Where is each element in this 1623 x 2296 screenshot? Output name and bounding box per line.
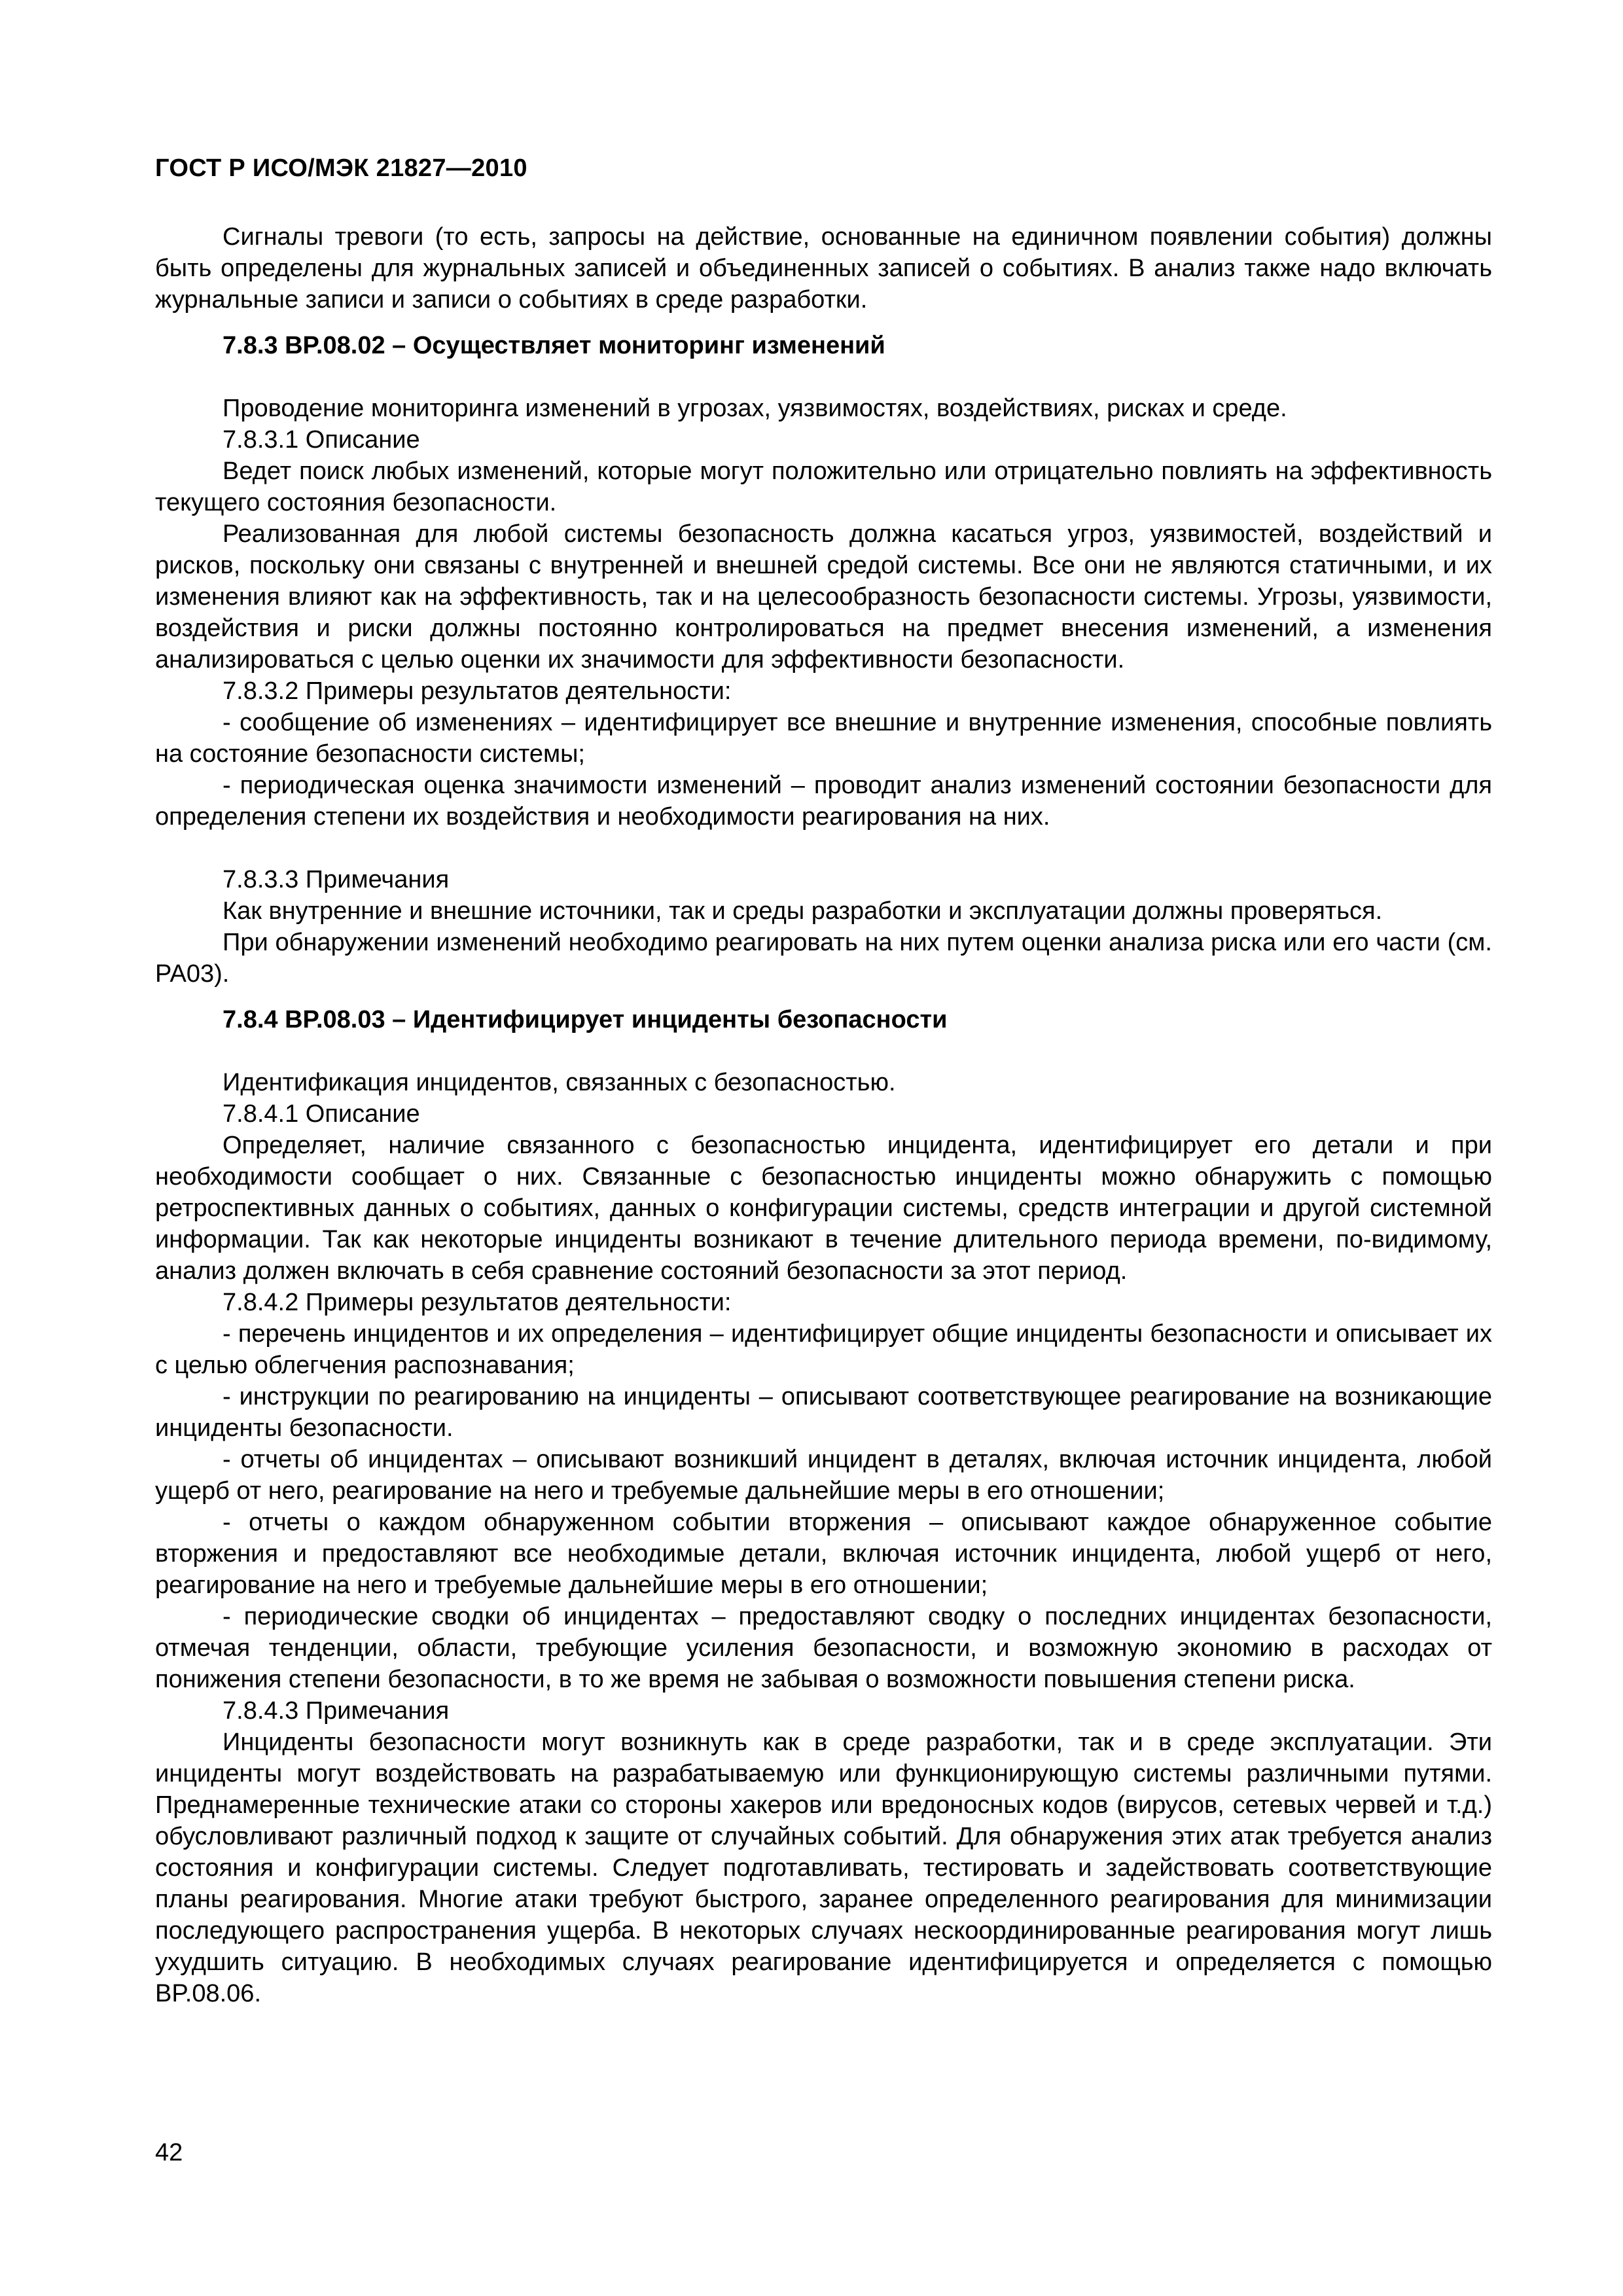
note-paragraph: Как внутренние и внешние источники, так и среды разработки и эксплуатации должны проверяться. (223, 897, 1383, 925)
intro-paragraph: Сигналы тревоги (то есть, запросы на действие, основанные на единичном появлении события) должны быть определены для журнальных записей и объединенных записей о событиях. В анализ также надо включать журнальные записи и записи о событиях в среде разработки. (155, 223, 1492, 314)
section-summary-7-8-4: Идентификация инцидентов, связанных с безопасностью. (223, 1069, 896, 1096)
subsection-title-7-8-4-3: 7.8.4.3 Примечания (223, 1697, 450, 1725)
example-item: - периодическая оценка значимости изменений – проводит анализ изменений состоянии безопасности для определения степени их воздействия и необходимости реагирования на них. (155, 772, 1492, 831)
section-summary-7-8-3: Проводение мониторинга изменений в угрозах, уязвимостях, воздействиях, рисках и среде. (223, 395, 1287, 422)
subsection-title-7-8-3-2: 7.8.3.2 Примеры результатов деятельности: (223, 677, 732, 705)
example-item: - периодические сводки об инцидентах – предоставляют сводку о последних инцидентах безопасности, отмечая тенденции, области, требующие усиления безопасности, и возможную экономию в расходах от понижения степени безопасности, в то же время не забывая о возможности повышения степени риска. (155, 1603, 1492, 1693)
example-item: - сообщение об изменениях – идентифицирует все внешние и внутренние изменения, способные повлиять на состояние безопасности системы; (155, 709, 1492, 768)
subsection-title-7-8-3-1: 7.8.3.1 Описание (223, 426, 420, 454)
description-paragraph: Определяет, наличие связанного с безопасностью инцидента, идентифицирует его детали и при необходимости сообщает о них. Связанные с безопасностью инциденты можно обнаружить с помощью ретроспективных данных о событиях, данных о конфигурации системы, средств интеграции и другой системной информации. Так как некоторые инциденты возникают в течение длительного периода времени, по-видимому, анализ должен включать в себя сравнение состояний безопасности за этот период. (155, 1132, 1492, 1285)
subsection-title-7-8-4-1: 7.8.4.1 Описание (223, 1100, 420, 1128)
example-item: - перечень инцидентов и их определения – идентифицирует общие инциденты безопасности и описывает их с целью облегчения распознавания; (155, 1320, 1492, 1379)
document-header: ГОСТ Р ИСО/МЭК 21827—2010 (155, 154, 527, 182)
subsection-title-7-8-3-3: 7.8.3.3 Примечания (223, 866, 450, 893)
description-paragraph: Реализованная для любой системы безопасность должна касаться угроз, уязвимостей, воздействий и рисков, поскольку они связаны с внутренней и внешней средой системы. Все они не являются статичными, и их изменения влияют как на эффективность, так и на целесообразность безопасности системы. Угрозы, уязвимости, воздействия и риски должны постоянно контролироваться на предмет внесения изменений, а изменения анализироваться с целью оценки их значимости для эффективности безопасности. (155, 520, 1492, 673)
note-paragraph: Инциденты безопасности могут возникнуть как в среде разработки, так и в среде эксплуатации. Эти инциденты могут воздействовать на разрабатываемую или функционирующую системы различными путями. Преднамеренные технические атаки со стороны хакеров или вредоносных кодов (вирусов, сетевых червей и т.д.) обусловливают различный подход к защите от случайных событий. Для обнаружения этих атак требуется анализ состояния и конфигурации системы. Следует подготавливать, тестировать и задействовать соответствующие планы реагирования. Многие атаки требуют быстрого, заранее определенного реагирования для минимизации последующего распространения ущерба. В некоторых случаях нескоординированные реагирования могут лишь ухудшить ситуацию. В необходимых случаях реагирование идентифицируется и определяется с помощью BP.08.06. (155, 1729, 1492, 2007)
section-heading-7-8-3: 7.8.3 BP.08.02 – Осуществляет мониторинг изменений (223, 332, 885, 359)
subsection-title-7-8-4-2: 7.8.4.2 Примеры результатов деятельности: (223, 1289, 732, 1316)
page-number: 42 (155, 2139, 183, 2166)
example-item: - отчеты о каждом обнаруженном событии вторжения – описывают каждое обнаруженное событие вторжения и предоставляют все необходимые детали, включая источник инцидента, любой ущерб от него, реагирование на него и требуемые дальнейшие меры в его отношении; (155, 1509, 1492, 1599)
page-content (155, 221, 1492, 2009)
example-item: - инструкции по реагированию на инциденты – описывают соответствующее реагирование на возникающие инциденты безопасности. (155, 1383, 1492, 1442)
section-heading-7-8-4: 7.8.4 BP.08.03 – Идентифицирует инциденты безопасности (223, 1006, 948, 1033)
example-item: - отчеты об инцидентах – описывают возникший инцидент в деталях, включая источник инцидента, любой ущерб от него, реагирование на него и требуемые дальнейшие меры в его отношении; (155, 1446, 1492, 1505)
note-paragraph: При обнаружении изменений необходимо реагировать на них путем оценки анализа риска или его части (см. PA03). (155, 929, 1492, 988)
description-paragraph: Ведет поиск любых изменений, которые могут положительно или отрицательно повлиять на эффективность текущего состояния безопасности. (155, 457, 1492, 516)
